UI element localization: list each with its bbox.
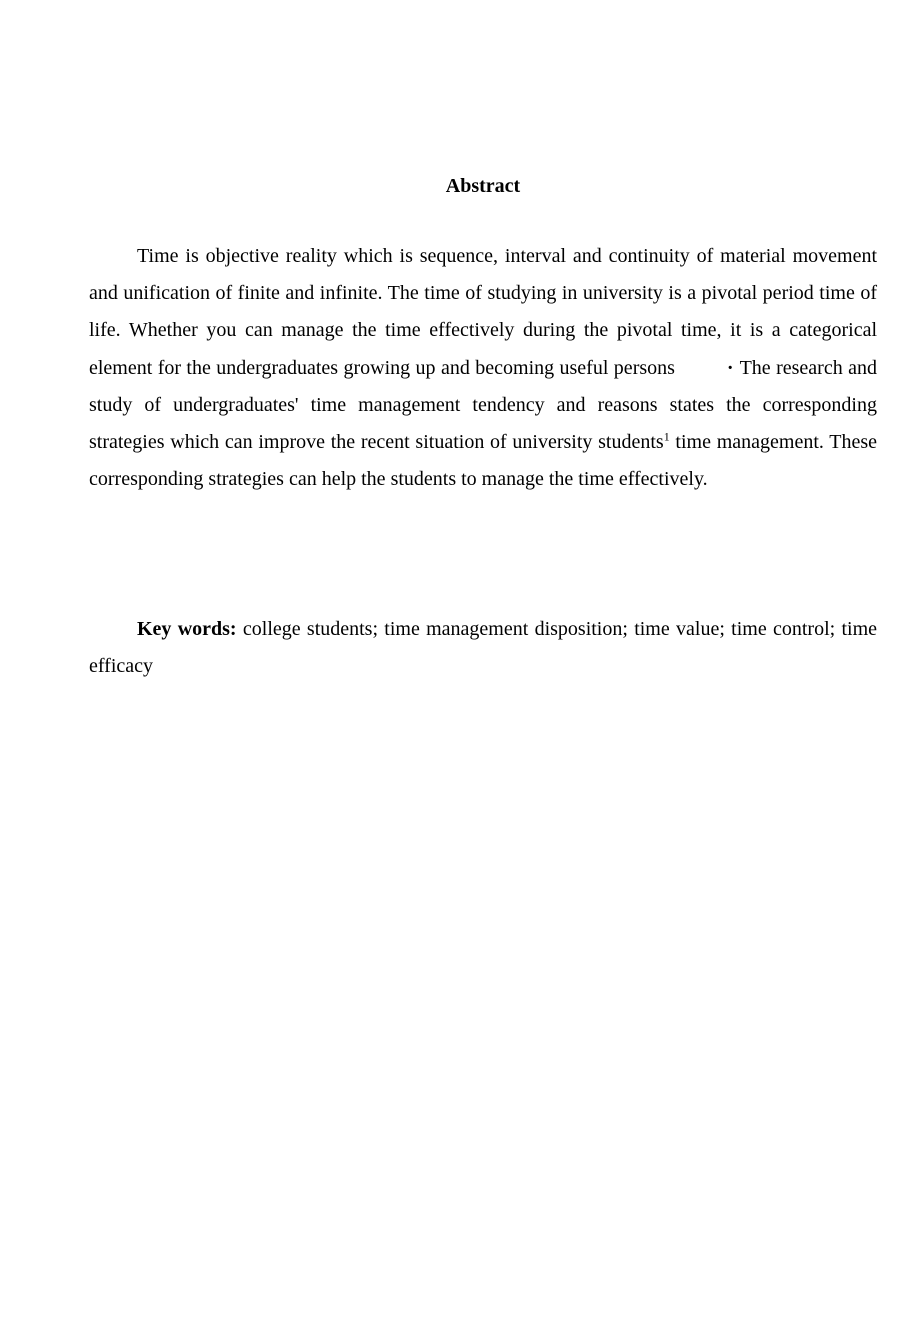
abstract-text-part3: time management. These corresponding strategies can help the students to manage the time effectively. xyxy=(89,431,877,491)
keywords-label: Key words: xyxy=(137,618,237,640)
keywords-paragraph xyxy=(89,611,877,685)
keywords-text: college students; time management disposition; time value; time control; time efficacy xyxy=(89,618,878,677)
abstract-text-part2: The research and study of undergraduates' time management tendency and reasons states the corresponding strategies which can improve the recent situation of university students xyxy=(89,356,877,454)
abstract-title: Abstract xyxy=(445,175,521,197)
document-page xyxy=(89,0,877,1325)
abstract-text-part1: Time is objective reality which is sequence, interval and continuity of material movement and unification of finite and infinite. The time of studying in university is a pivotal period time of life. Whether you can manage the time effectively during the pivotal time, it is a categorical element for the undergraduates growing up and becoming useful persons xyxy=(89,245,877,379)
footnote-superscript: 1 xyxy=(663,429,670,444)
abstract-separator: · xyxy=(726,356,734,379)
abstract-paragraph xyxy=(89,238,877,498)
